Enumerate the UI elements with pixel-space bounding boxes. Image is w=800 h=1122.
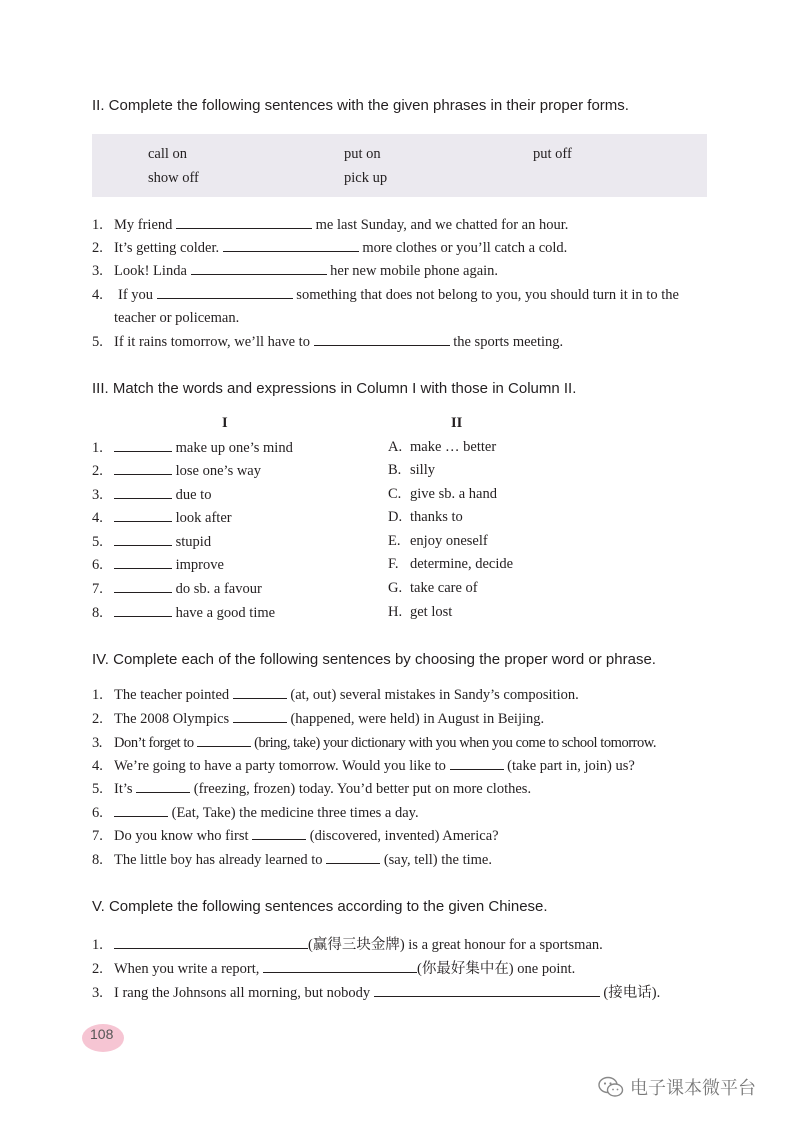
match-text: take care of (410, 580, 478, 596)
sentence-text: (接电话). (603, 985, 661, 1001)
item-number: 3. (92, 487, 103, 503)
match-text: have a good time (175, 605, 276, 621)
item-number: 2. (92, 711, 103, 727)
sentence-text: me last Sunday, and we chatted for an hour. (315, 217, 569, 233)
answer-blank[interactable] (326, 851, 380, 864)
sentence-text: We’re going to have a party tomorrow. Would you like to (114, 758, 446, 774)
phrase: put on (344, 146, 381, 162)
answer-blank[interactable] (157, 286, 293, 299)
option-letter: H. (388, 604, 403, 620)
sentence-text: It’s (114, 781, 133, 797)
section-5-heading: V. Complete the following sentences according to the given Chinese. (92, 898, 548, 915)
answer-blank[interactable] (252, 827, 306, 840)
page-number: 108 (90, 1026, 114, 1042)
answer-blank[interactable] (223, 239, 359, 252)
sentence-text: (at, out) several mistakes in Sandy’s composition. (290, 687, 579, 703)
match-left-item (92, 604, 275, 622)
item-number: 3. (92, 263, 103, 279)
match-text: look after (175, 510, 232, 526)
phrase: show off (148, 170, 199, 186)
sentence-line (92, 804, 419, 822)
answer-blank[interactable] (114, 439, 172, 452)
wechat-icon (598, 1076, 624, 1098)
sentence-text: (你最好集中在) one point. (416, 961, 576, 977)
match-right-item (388, 486, 497, 503)
sentence-line (92, 851, 492, 869)
sentence-text: If you (118, 287, 154, 303)
match-right-item (388, 533, 488, 550)
item-number: 5. (92, 781, 103, 797)
option-letter: E. (388, 533, 401, 549)
sentence-line (92, 780, 531, 798)
item-number: 5. (92, 534, 103, 550)
answer-blank[interactable] (263, 960, 417, 973)
item-number: 1. (92, 217, 103, 233)
match-left-item (92, 580, 262, 598)
match-right-item (388, 509, 463, 526)
answer-blank[interactable] (191, 262, 327, 275)
answer-blank[interactable] (114, 509, 172, 522)
column-1-heading: I (222, 415, 228, 431)
item-number: 8. (92, 605, 103, 621)
answer-blank[interactable] (176, 216, 312, 229)
sentence-text: (bring, take) your dictionary with you when you come to school tomorrow. (254, 735, 657, 751)
option-letter: B. (388, 462, 402, 478)
sentence-text: It’s getting colder. (114, 240, 220, 256)
match-text: do sb. a favour (175, 581, 262, 597)
answer-blank[interactable] (114, 462, 172, 475)
item-number: 7. (92, 581, 103, 597)
match-right-item (388, 439, 496, 456)
answer-blank[interactable] (136, 780, 190, 793)
section-4-heading: IV. Complete each of the following sentences by choosing the proper word or phrase. (92, 651, 656, 668)
sentence-text: (赢得三块金牌) is a great honour for a sportsman. (308, 937, 603, 953)
item-number: 6. (92, 557, 103, 573)
item-number: 4. (92, 758, 103, 774)
option-letter: D. (388, 509, 403, 525)
answer-blank[interactable] (114, 556, 172, 569)
item-number: 3. (92, 735, 102, 751)
match-text: determine, decide (410, 556, 514, 572)
sentence-text: If it rains tomorrow, we’ll have to (114, 334, 310, 350)
sentence-text: Do you know who first (114, 828, 249, 844)
sentence-text: When you write a report, (114, 961, 260, 977)
sentence-line (92, 757, 635, 775)
item-number: 1. (92, 440, 103, 456)
match-text: lose one’s way (175, 463, 261, 479)
item-number: 4. (92, 510, 103, 526)
sentence-line (92, 686, 579, 704)
sentence-text: (freezing, frozen) today. You’d better put on more clothes. (193, 781, 532, 797)
answer-blank[interactable] (374, 984, 600, 997)
match-right-item (388, 556, 513, 573)
sentence-line (92, 239, 567, 257)
sentence-text: more clothes or you’ll catch a cold. (362, 240, 568, 256)
sentence-text: Look! Linda (114, 263, 187, 279)
match-text: thanks to (410, 509, 463, 525)
item-number: 4. (92, 287, 103, 303)
match-left-item (92, 486, 211, 504)
item-number: 1. (92, 937, 103, 953)
match-text: get lost (410, 604, 453, 620)
item-number: 2. (92, 961, 103, 977)
match-text: improve (175, 557, 224, 573)
match-left-item (92, 462, 261, 480)
sentence-line (92, 216, 568, 234)
section-2-heading: II. Complete the following sentences with the given phrases in their proper forms. (92, 97, 629, 114)
sentence-line (92, 827, 499, 845)
answer-blank[interactable] (450, 757, 504, 770)
phrase: put off (533, 146, 572, 162)
answer-blank[interactable] (314, 333, 450, 346)
answer-blank[interactable] (114, 804, 168, 817)
sentence-line (114, 310, 239, 327)
watermark (598, 1074, 756, 1100)
phrase: pick up (344, 170, 388, 186)
item-number: 5. (92, 334, 103, 350)
sentence-text: something that does not belong to you, you should turn it in to the (296, 287, 679, 303)
sentence-line (92, 981, 660, 1002)
sentence-line (92, 957, 575, 978)
sentence-text: (say, tell) the time. (383, 852, 492, 868)
match-left-item (92, 439, 293, 457)
sentence-line (92, 262, 498, 280)
sentence-text: The 2008 Olympics (114, 711, 230, 727)
match-text: make … better (410, 439, 497, 455)
sentence-line (92, 286, 679, 304)
match-text: silly (410, 462, 435, 478)
answer-blank[interactable] (114, 936, 308, 949)
phrase-box (92, 134, 707, 197)
sentence-text: (Eat, Take) the medicine three times a day. (171, 805, 419, 821)
sentence-text: teacher or policeman. (114, 310, 240, 326)
item-number: 2. (92, 240, 103, 256)
sentence-text: (take part in, join) us? (507, 758, 635, 774)
sentence-line (92, 333, 563, 351)
option-letter: A. (388, 439, 403, 455)
match-right-item (388, 462, 435, 479)
answer-blank[interactable] (114, 580, 172, 593)
match-left-item (92, 556, 224, 574)
match-left-item (92, 509, 232, 527)
option-letter: C. (388, 486, 402, 502)
sentence-text: The little boy has already learned to (114, 852, 323, 868)
section-3-heading: III. Match the words and expressions in Column I with those in Column II. (92, 380, 577, 397)
item-number: 2. (92, 463, 103, 479)
watermark-text: 电子课本微平台 (630, 1078, 756, 1099)
item-number: 1. (92, 687, 103, 703)
option-letter: F. (388, 556, 399, 572)
sentence-text: The teacher pointed (114, 687, 230, 703)
answer-blank[interactable] (114, 486, 172, 499)
answer-blank[interactable] (114, 533, 172, 546)
sentence-text: My friend (114, 217, 173, 233)
item-number: 7. (92, 828, 103, 844)
item-number: 3. (92, 985, 103, 1001)
item-number: 8. (92, 852, 103, 868)
sentence-line (92, 734, 656, 752)
answer-blank[interactable] (114, 604, 172, 617)
match-right-item (388, 580, 478, 597)
sentence-text: (happened, were held) in August in Beijing. (290, 711, 545, 727)
sentence-text: the sports meeting. (453, 334, 564, 350)
sentence-text: (discovered, invented) America? (309, 828, 499, 844)
sentence-line (92, 933, 603, 954)
sentence-line (92, 710, 544, 728)
match-left-item (92, 533, 211, 551)
sentence-text: her new mobile phone again. (330, 263, 499, 279)
item-number: 6. (92, 805, 103, 821)
match-text: give sb. a hand (410, 486, 497, 502)
phrase: call on (148, 146, 188, 162)
answer-blank[interactable] (233, 686, 287, 699)
answer-blank[interactable] (197, 734, 251, 747)
match-right-item (388, 604, 452, 621)
match-text: make up one’s mind (175, 440, 293, 456)
match-text: stupid (175, 534, 212, 550)
sentence-text: I rang the Johnsons all morning, but nobody (114, 985, 371, 1001)
option-letter: G. (388, 580, 403, 596)
answer-blank[interactable] (233, 710, 287, 723)
sentence-text: Don’t forget to (114, 735, 194, 751)
column-2-heading: II (451, 415, 463, 431)
match-text: due to (175, 487, 212, 503)
match-text: enjoy oneself (410, 533, 488, 549)
